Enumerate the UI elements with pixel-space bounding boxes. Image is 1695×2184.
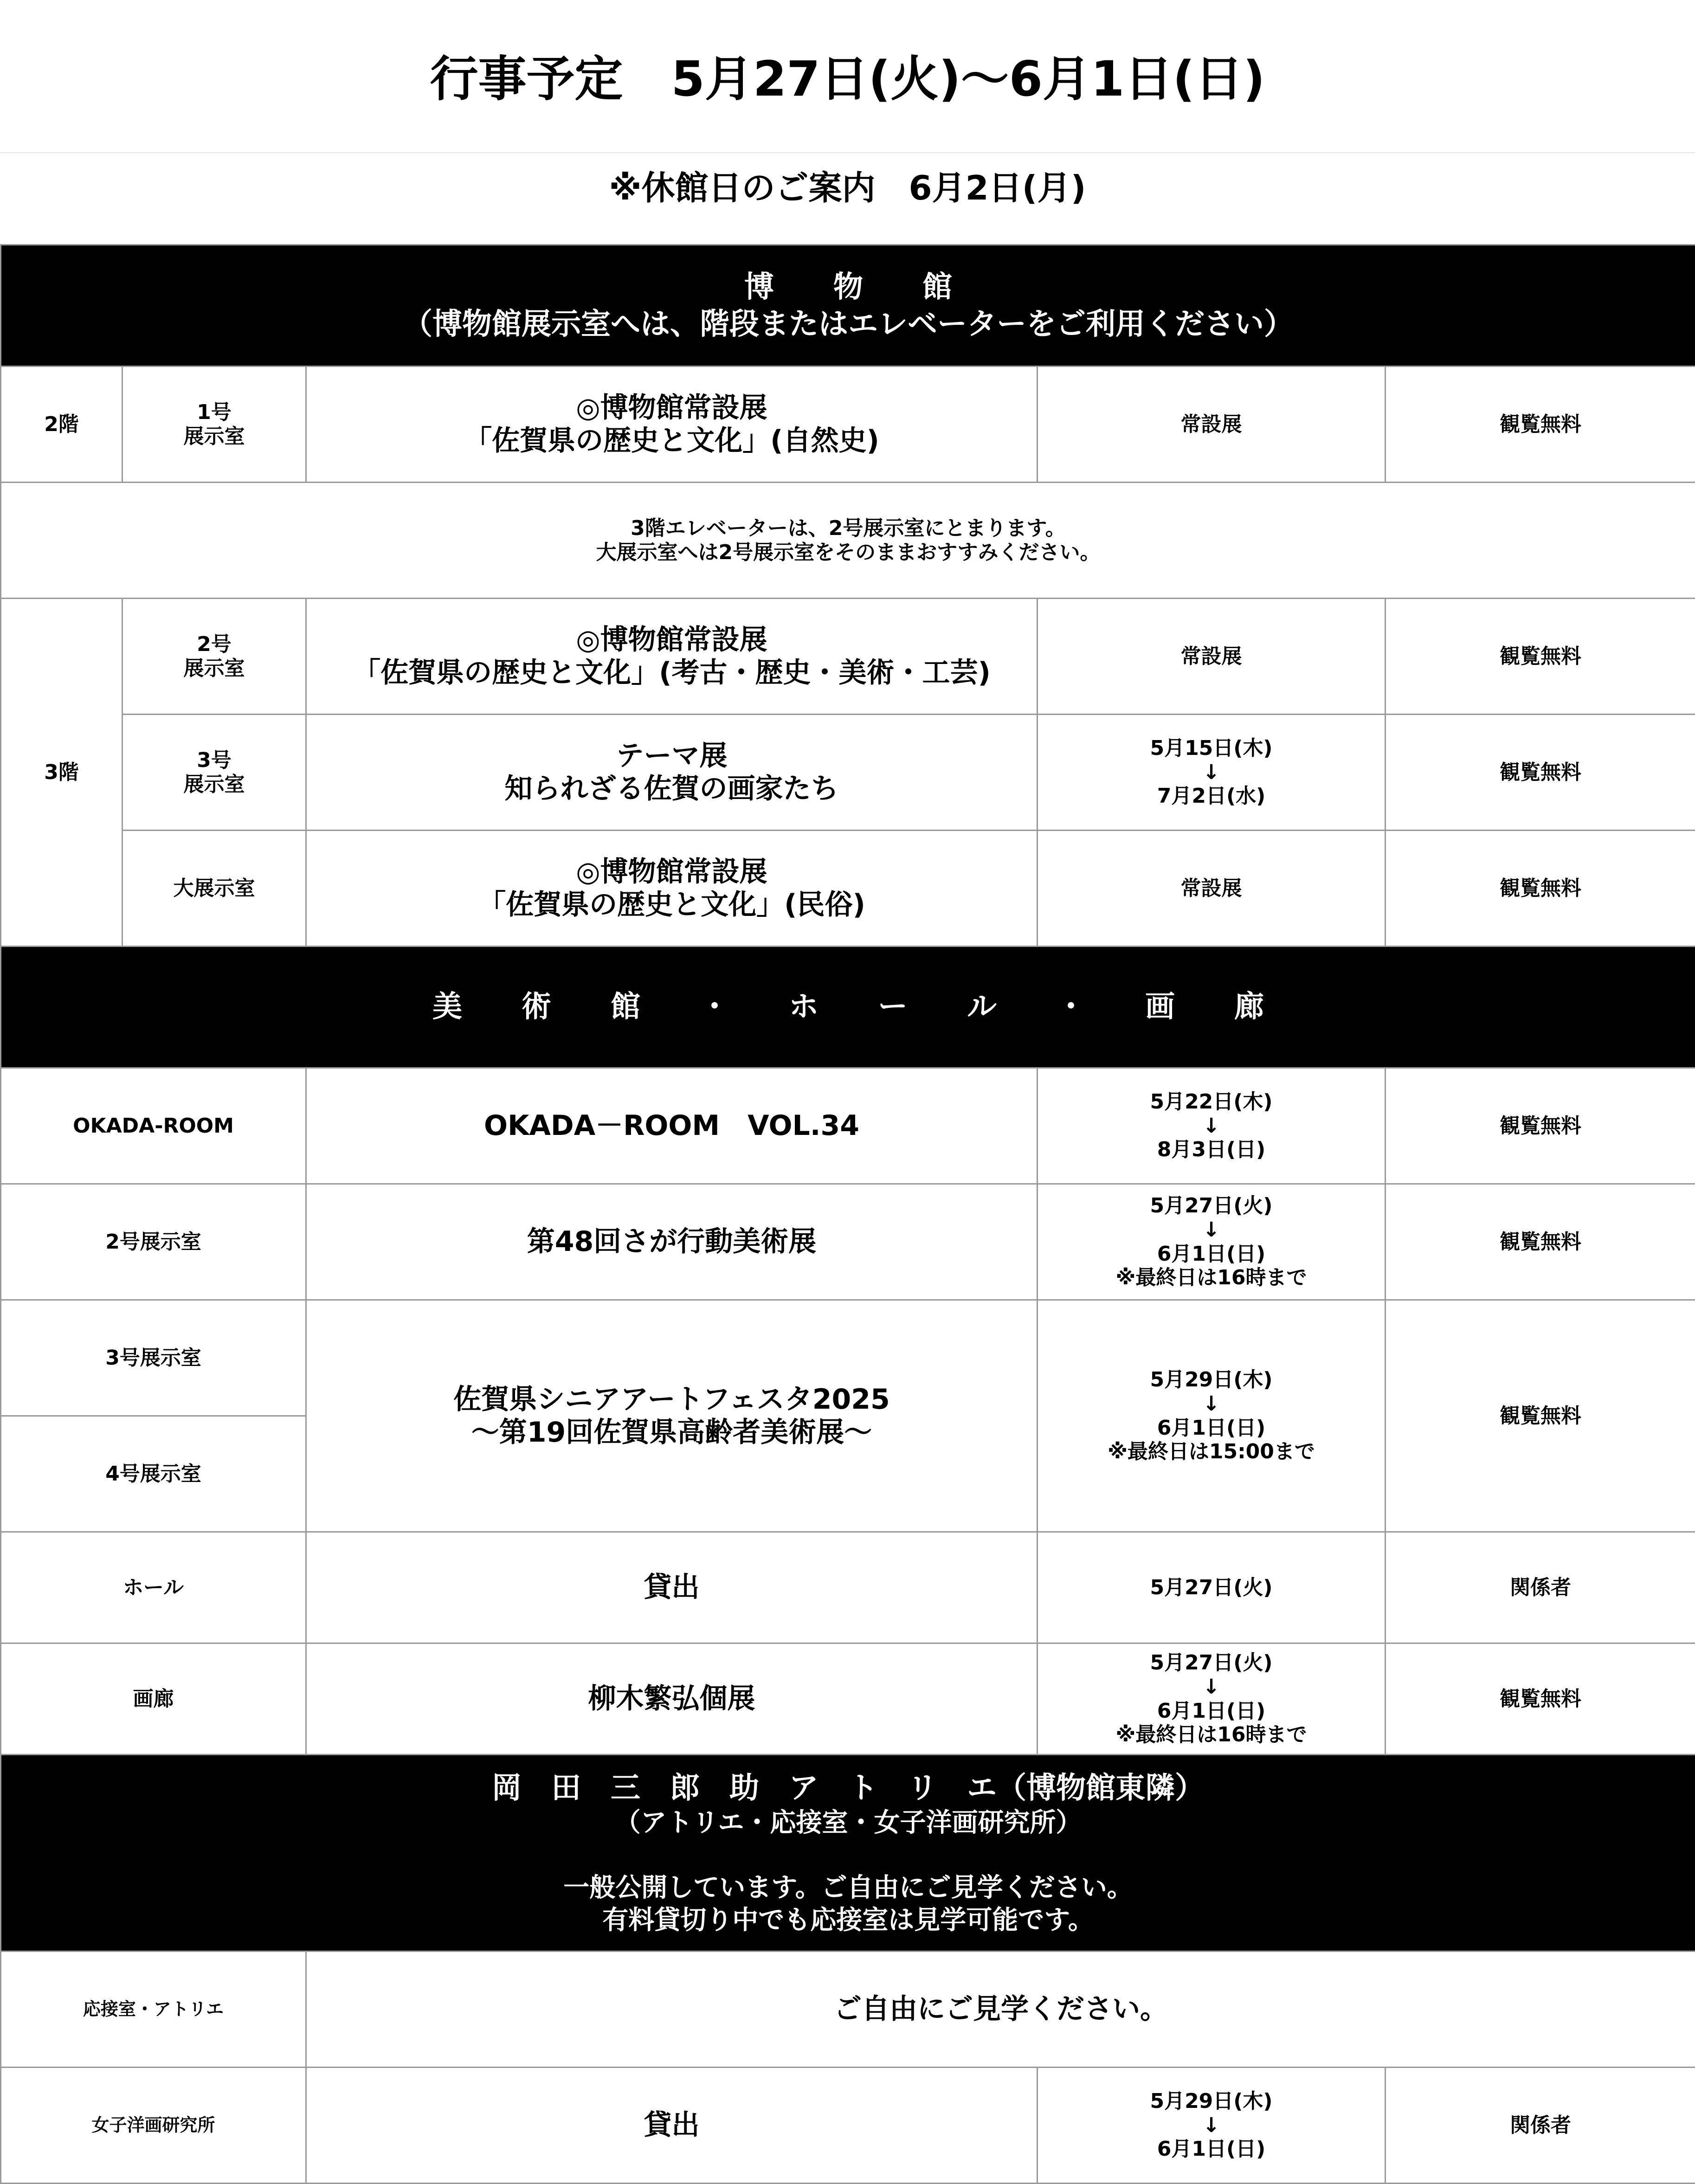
period-cell: 常設展 bbox=[1038, 831, 1386, 947]
museum-heading: 博 物 館 bbox=[1, 269, 1695, 306]
table-row bbox=[1, 831, 1695, 947]
elevator-notice bbox=[1, 483, 1695, 599]
period-cell: 5月27日(火) bbox=[1038, 1532, 1386, 1643]
room-line: 展示室 bbox=[123, 773, 305, 797]
fee-cell: 観覧無料 bbox=[1386, 831, 1695, 947]
fee-cell: 関係者 bbox=[1386, 2068, 1695, 2184]
table-row bbox=[1, 1643, 1695, 1755]
floor-cell: 3階 bbox=[1, 599, 122, 947]
period-to: 6月1日(日) bbox=[1038, 2137, 1385, 2161]
exhibit-title-line: ◎博物館常設展 bbox=[307, 624, 1037, 657]
period-cell bbox=[1038, 715, 1386, 831]
exhibit-title-line: ◎博物館常設展 bbox=[307, 392, 1037, 425]
exhibit-title-cell: ご自由にご見学ください。 bbox=[306, 1952, 1695, 2068]
exhibit-title-cell: 貸出 bbox=[306, 1532, 1038, 1643]
exhibit-title-cell bbox=[306, 367, 1038, 483]
room-cell: 3号展示室 bbox=[1, 1300, 306, 1416]
fee-cell: 関係者 bbox=[1386, 1532, 1695, 1643]
atelier-sub: （アトリエ・応接室・女子洋画研究所） bbox=[1, 1807, 1695, 1839]
period-to: 6月1日(日) bbox=[1038, 1416, 1385, 1440]
fee-cell: 観覧無料 bbox=[1386, 1184, 1695, 1300]
period-cell bbox=[1038, 2068, 1386, 2184]
table-row bbox=[1, 1952, 1695, 2068]
atelier-note-line: 有料貸切り中でも応接室は見学可能です。 bbox=[1, 1904, 1695, 1937]
room-cell: 画廊 bbox=[1, 1643, 306, 1755]
period-from: 5月22日(木) bbox=[1038, 1090, 1385, 1114]
period-note: ※最終日は15:00まで bbox=[1038, 1440, 1385, 1464]
period-to: 8月3日(日) bbox=[1038, 1138, 1385, 1162]
down-arrow-icon: ↓ bbox=[1038, 760, 1385, 785]
period-from: 5月15日(木) bbox=[1038, 736, 1385, 760]
table-row bbox=[1, 1068, 1695, 1184]
exhibit-title-cell: OKADA－ROOM VOL.34 bbox=[306, 1068, 1038, 1184]
fee-cell: 観覧無料 bbox=[1386, 367, 1695, 483]
room-line: 1号 bbox=[123, 400, 305, 425]
fee-cell: 観覧無料 bbox=[1386, 599, 1695, 715]
table-row bbox=[1, 483, 1695, 599]
exhibit-title-line: テーマ展 bbox=[307, 740, 1037, 773]
period-cell bbox=[1038, 1068, 1386, 1184]
table-row bbox=[1, 367, 1695, 483]
period-cell bbox=[1038, 1643, 1386, 1755]
down-arrow-icon: ↓ bbox=[1038, 1114, 1385, 1138]
atelier-header-row bbox=[1, 1755, 1695, 1952]
exhibit-title-line: 「佐賀県の歴史と文化」(自然史) bbox=[307, 425, 1037, 457]
room-line: 展示室 bbox=[123, 657, 305, 681]
exhibit-title-line: 「佐賀県の歴史と文化」(考古・歴史・美術・工芸) bbox=[307, 657, 1037, 689]
title-area bbox=[0, 0, 1695, 153]
art-header-row bbox=[1, 947, 1695, 1068]
down-arrow-icon: ↓ bbox=[1038, 2113, 1385, 2138]
exhibit-title-cell: 第48回さが行動美術展 bbox=[306, 1184, 1038, 1300]
schedule-table bbox=[0, 244, 1695, 2184]
closed-day-notice: ※休館日のご案内 6月2日(月) bbox=[0, 153, 1695, 244]
museum-header bbox=[1, 245, 1695, 367]
exhibit-title-line: ◎博物館常設展 bbox=[307, 856, 1037, 889]
fee-cell: 観覧無料 bbox=[1386, 1300, 1695, 1532]
notice-line: 大展示室へは2号展示室をそのままおすすみください。 bbox=[1, 541, 1695, 565]
period-to: 6月1日(日) bbox=[1038, 1242, 1385, 1266]
room-cell: 応接室・アトリエ bbox=[1, 1952, 306, 2068]
period-to: 6月1日(日) bbox=[1038, 1699, 1385, 1723]
room-line: 展示室 bbox=[123, 425, 305, 449]
table-row bbox=[1, 2068, 1695, 2184]
exhibit-title-line: 知られざる佐賀の画家たち bbox=[307, 773, 1037, 805]
atelier-heading: 岡 田 三 郎 助 ア ト リ エ（博物館東隣） bbox=[1, 1770, 1695, 1807]
room-cell: OKADA-ROOM bbox=[1, 1068, 306, 1184]
room-cell bbox=[122, 715, 306, 831]
period-note: ※最終日は16時まで bbox=[1038, 1723, 1385, 1747]
room-cell: ホール bbox=[1, 1532, 306, 1643]
period-cell: 常設展 bbox=[1038, 367, 1386, 483]
down-arrow-icon: ↓ bbox=[1038, 1218, 1385, 1242]
room-line: 2号 bbox=[123, 632, 305, 657]
atelier-note-line: 一般公開しています。ご自由にご見学ください。 bbox=[1, 1872, 1695, 1904]
exhibit-title-cell bbox=[306, 599, 1038, 715]
fee-cell: 観覧無料 bbox=[1386, 715, 1695, 831]
floor-cell: 2階 bbox=[1, 367, 122, 483]
room-cell bbox=[122, 367, 306, 483]
table-row bbox=[1, 715, 1695, 831]
exhibit-title-line: 〜第19回佐賀県高齢者美術展〜 bbox=[307, 1416, 1037, 1449]
period-to: 7月2日(水) bbox=[1038, 784, 1385, 808]
room-cell: 大展示室 bbox=[122, 831, 306, 947]
room-line: 3号 bbox=[123, 748, 305, 773]
museum-header-row bbox=[1, 245, 1695, 367]
fee-cell: 観覧無料 bbox=[1386, 1643, 1695, 1755]
room-cell bbox=[122, 599, 306, 715]
down-arrow-icon: ↓ bbox=[1038, 1392, 1385, 1416]
room-cell: 4号展示室 bbox=[1, 1416, 306, 1532]
table-row bbox=[1, 599, 1695, 715]
period-from: 5月27日(火) bbox=[1038, 1651, 1385, 1675]
period-from: 5月29日(木) bbox=[1038, 2089, 1385, 2113]
table-row bbox=[1, 1184, 1695, 1300]
art-header: 美 術 館 ・ ホ ー ル ・ 画 廊 bbox=[1, 947, 1695, 1068]
exhibit-title-cell: 貸出 bbox=[306, 2068, 1038, 2184]
exhibit-title-line: 「佐賀県の歴史と文化」(民俗) bbox=[307, 889, 1037, 921]
period-cell: 常設展 bbox=[1038, 599, 1386, 715]
table-row bbox=[1, 1532, 1695, 1643]
period-cell bbox=[1038, 1184, 1386, 1300]
table-row bbox=[1, 1300, 1695, 1416]
period-note: ※最終日は16時まで bbox=[1038, 1266, 1385, 1290]
down-arrow-icon: ↓ bbox=[1038, 1675, 1385, 1699]
exhibit-title-cell: 柳木繁弘個展 bbox=[306, 1643, 1038, 1755]
exhibit-title-cell bbox=[306, 831, 1038, 947]
fee-cell: 観覧無料 bbox=[1386, 1068, 1695, 1184]
period-cell bbox=[1038, 1300, 1386, 1532]
exhibit-title-cell bbox=[306, 715, 1038, 831]
room-cell: 女子洋画研究所 bbox=[1, 2068, 306, 2184]
exhibit-title-line: 佐賀県シニアアートフェスタ2025 bbox=[307, 1383, 1037, 1416]
room-cell: 2号展示室 bbox=[1, 1184, 306, 1300]
notice-line: 3階エレベーターは、2号展示室にとまります。 bbox=[1, 516, 1695, 541]
period-from: 5月29日(木) bbox=[1038, 1368, 1385, 1392]
museum-note: （博物館展示室へは、階段またはエレベーターをご利用ください） bbox=[1, 306, 1695, 343]
atelier-header bbox=[1, 1755, 1695, 1952]
exhibit-title-cell bbox=[306, 1300, 1038, 1532]
page-title: 行事予定 5月27日(火)〜6月1日(日) bbox=[0, 49, 1695, 109]
period-from: 5月27日(火) bbox=[1038, 1194, 1385, 1218]
